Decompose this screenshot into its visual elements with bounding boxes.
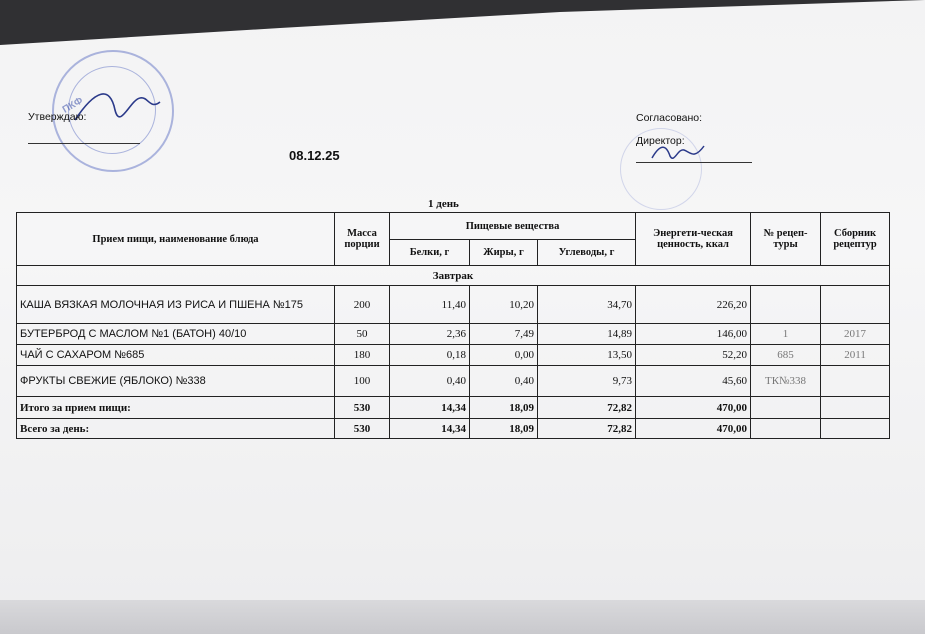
day-total-collection bbox=[821, 419, 890, 439]
dish-carbs: 34,70 bbox=[538, 286, 636, 324]
section-breakfast: Завтрак bbox=[17, 266, 890, 286]
dish-energy: 146,00 bbox=[636, 324, 751, 345]
dish-mass: 200 bbox=[335, 286, 390, 324]
dish-recipe bbox=[751, 286, 821, 324]
bottom-page-edge bbox=[0, 600, 925, 634]
col-nutrients-header: Пищевые вещества bbox=[390, 213, 636, 240]
dish-energy: 52,20 bbox=[636, 345, 751, 366]
table-row bbox=[17, 345, 890, 366]
dish-protein: 11,40 bbox=[390, 286, 470, 324]
dish-fat: 0,00 bbox=[470, 345, 538, 366]
day-title: 1 день bbox=[428, 198, 459, 210]
menu-table bbox=[16, 212, 890, 439]
meal-total-collection bbox=[821, 397, 890, 419]
director-signature-line bbox=[636, 162, 752, 163]
meal-total-protein: 14,34 bbox=[390, 397, 470, 419]
col-carbs-header: Углеводы, г bbox=[538, 240, 636, 266]
day-total-carbs: 72,82 bbox=[538, 419, 636, 439]
dish-collection bbox=[821, 286, 890, 324]
approve-label: Утверждаю: bbox=[28, 111, 87, 123]
col-meal-header: Прием пищи, наименование блюда bbox=[17, 213, 335, 266]
dish-collection bbox=[821, 366, 890, 397]
dish-protein: 2,36 bbox=[390, 324, 470, 345]
dish-energy: 226,20 bbox=[636, 286, 751, 324]
day-total-recipe bbox=[751, 419, 821, 439]
dish-name: ЧАЙ С САХАРОМ №685 bbox=[17, 345, 335, 366]
day-total-fat: 18,09 bbox=[470, 419, 538, 439]
day-total-row bbox=[17, 419, 890, 439]
meal-total-fat: 18,09 bbox=[470, 397, 538, 419]
day-total-energy: 470,00 bbox=[636, 419, 751, 439]
dish-carbs: 14,89 bbox=[538, 324, 636, 345]
signature-left bbox=[70, 80, 170, 140]
dish-carbs: 9,73 bbox=[538, 366, 636, 397]
dish-recipe: 1 bbox=[751, 324, 821, 345]
meal-total-mass: 530 bbox=[335, 397, 390, 419]
col-mass-header: Масса порции bbox=[335, 213, 390, 266]
meal-total-row bbox=[17, 397, 890, 419]
header-row-1 bbox=[17, 213, 890, 240]
col-collection-header: Сборник рецептур bbox=[821, 213, 890, 266]
day-total-label: Всего за день: bbox=[17, 419, 335, 439]
dish-protein: 0,18 bbox=[390, 345, 470, 366]
dish-name: БУТЕРБРОД С МАСЛОМ №1 (БАТОН) 40/10 bbox=[17, 324, 335, 345]
dish-collection: 2011 bbox=[821, 345, 890, 366]
col-protein-header: Белки, г bbox=[390, 240, 470, 266]
col-energy-header: Энергети-ческая ценность, ккал bbox=[636, 213, 751, 266]
dish-fat: 7,49 bbox=[470, 324, 538, 345]
dish-recipe: ТК№338 bbox=[751, 366, 821, 397]
dish-collection: 2017 bbox=[821, 324, 890, 345]
document-date: 08.12.25 bbox=[289, 148, 340, 163]
approve-signature-line bbox=[28, 143, 140, 144]
day-total-mass: 530 bbox=[335, 419, 390, 439]
table-row bbox=[17, 286, 890, 324]
dish-carbs: 13,50 bbox=[538, 345, 636, 366]
agreed-label: Согласовано: bbox=[636, 112, 703, 124]
stamp-text: ПКФ bbox=[60, 95, 85, 116]
dish-recipe: 685 bbox=[751, 345, 821, 366]
meal-total-label: Итого за прием пищи: bbox=[17, 397, 335, 419]
col-recipe-header: № рецеп-туры bbox=[751, 213, 821, 266]
table-row bbox=[17, 324, 890, 345]
meal-total-energy: 470,00 bbox=[636, 397, 751, 419]
dish-protein: 0,40 bbox=[390, 366, 470, 397]
dish-energy: 45,60 bbox=[636, 366, 751, 397]
day-total-protein: 14,34 bbox=[390, 419, 470, 439]
director-label: Директор: bbox=[636, 135, 685, 147]
meal-total-recipe bbox=[751, 397, 821, 419]
section-row bbox=[17, 266, 890, 286]
dish-mass: 100 bbox=[335, 366, 390, 397]
dish-mass: 180 bbox=[335, 345, 390, 366]
dish-mass: 50 bbox=[335, 324, 390, 345]
meal-total-carbs: 72,82 bbox=[538, 397, 636, 419]
dish-name: ФРУКТЫ СВЕЖИЕ (ЯБЛОКО) №338 bbox=[17, 366, 335, 397]
dish-fat: 10,20 bbox=[470, 286, 538, 324]
dish-fat: 0,40 bbox=[470, 366, 538, 397]
col-fat-header: Жиры, г bbox=[470, 240, 538, 266]
dish-name: КАША ВЯЗКАЯ МОЛОЧНАЯ ИЗ РИСА И ПШЕНА №175 bbox=[17, 286, 335, 324]
table-row bbox=[17, 366, 890, 397]
